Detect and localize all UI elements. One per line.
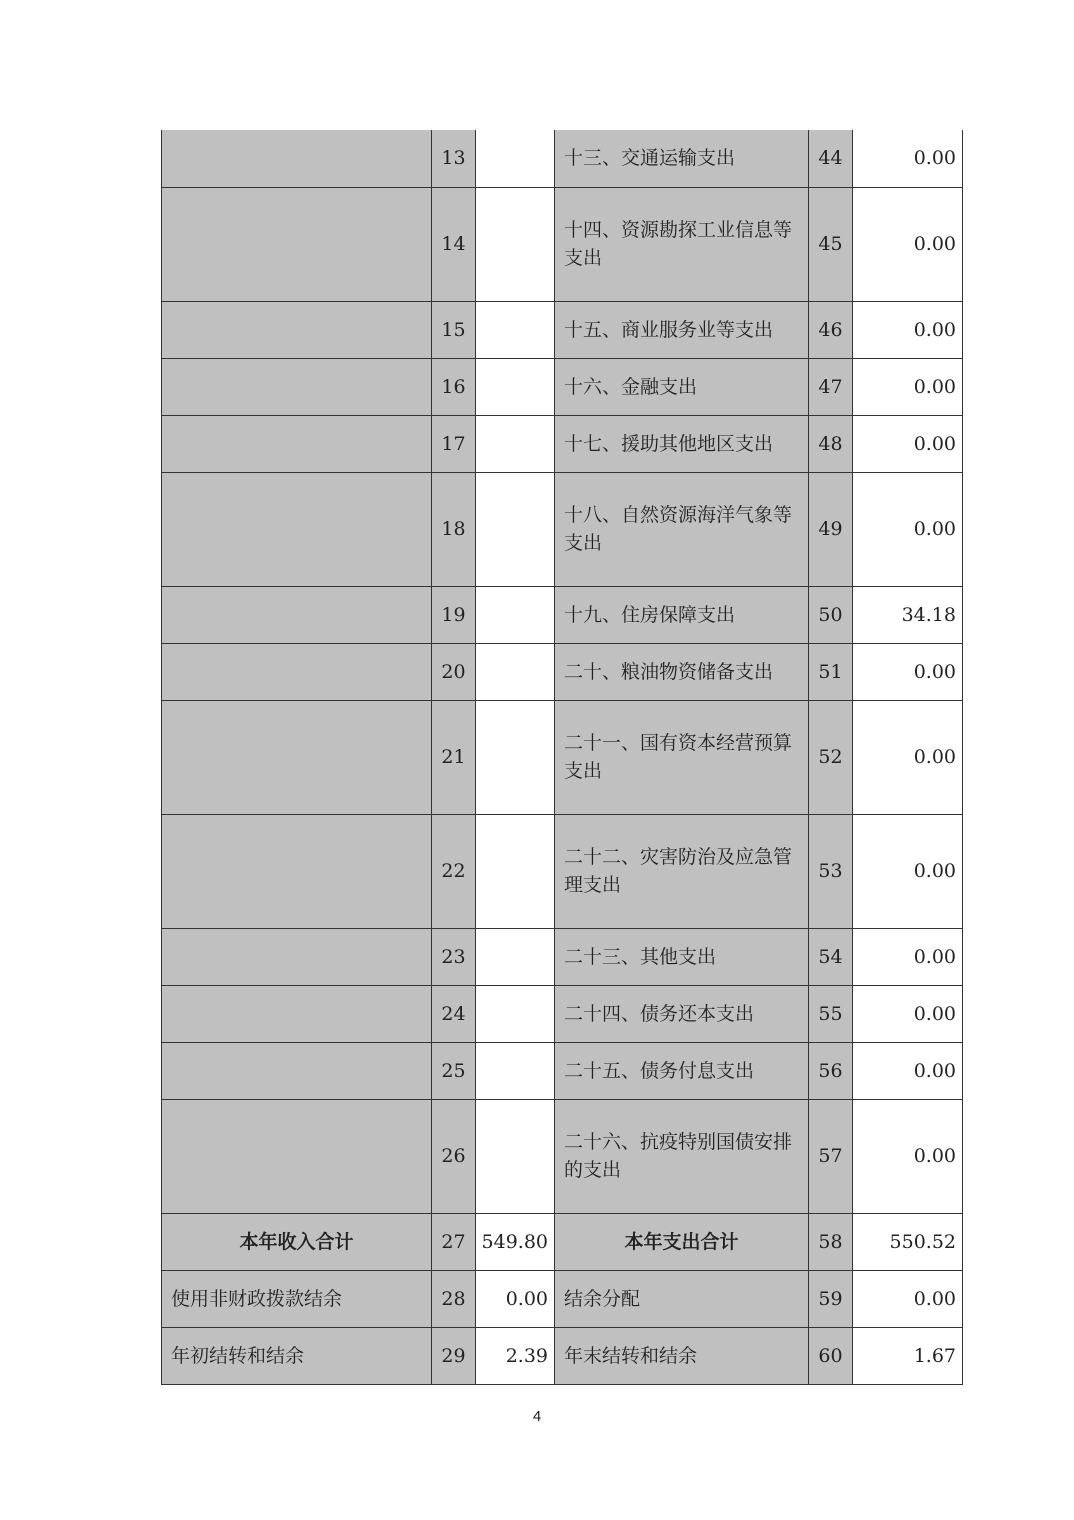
expense-amount-cell: 0.00 [853,301,963,358]
expense-row-number: 51 [809,643,853,700]
table-row [162,586,963,643]
expense-amount-cell: 34.18 [853,586,963,643]
income-amount-cell [476,301,555,358]
table-row [162,415,963,472]
expense-amount-cell: 0.00 [853,130,963,187]
expense-row-number: 52 [809,700,853,814]
expense-amount-cell: 0.00 [853,1042,963,1099]
expense-item-cell: 二十一、国有资本经营预算支出 [555,700,809,814]
income-amount-cell: 2.39 [476,1327,555,1384]
expense-row-number: 56 [809,1042,853,1099]
expense-item-cell: 年末结转和结余 [555,1327,809,1384]
expense-row-number: 60 [809,1327,853,1384]
income-item-cell [162,1099,432,1213]
table-row [162,700,963,814]
income-item-cell [162,814,432,928]
table-row [162,814,963,928]
expense-amount-cell: 0.00 [853,928,963,985]
income-row-number: 28 [432,1270,476,1327]
income-row-number: 19 [432,586,476,643]
income-row-number: 29 [432,1327,476,1384]
income-amount-cell: 0.00 [476,1270,555,1327]
income-amount-cell [476,928,555,985]
expense-amount-cell: 0.00 [853,985,963,1042]
expense-row-number: 53 [809,814,853,928]
table-row [162,358,963,415]
expense-amount-cell: 1.67 [853,1327,963,1384]
expense-amount-cell: 0.00 [853,814,963,928]
income-amount-cell [476,814,555,928]
income-amount-cell: 549.80 [476,1213,555,1270]
expense-item-cell: 十五、商业服务业等支出 [555,301,809,358]
income-item-cell: 使用非财政拨款结余 [162,1270,432,1327]
budget-table [161,130,963,1385]
income-item-cell [162,928,432,985]
income-row-number: 13 [432,130,476,187]
income-row-number: 17 [432,415,476,472]
expense-amount-cell: 0.00 [853,358,963,415]
income-row-number: 26 [432,1099,476,1213]
table-row [162,985,963,1042]
income-amount-cell [476,415,555,472]
income-item-cell [162,700,432,814]
table-row [162,928,963,985]
expense-item-cell: 十七、援助其他地区支出 [555,415,809,472]
expense-item-cell: 十六、金融支出 [555,358,809,415]
expense-row-number: 54 [809,928,853,985]
income-item-cell [162,130,432,187]
expense-amount-cell: 0.00 [853,1099,963,1213]
income-item-cell [162,1042,432,1099]
expense-row-number: 59 [809,1270,853,1327]
expense-row-number: 55 [809,985,853,1042]
expense-row-number: 45 [809,187,853,301]
income-item-cell [162,985,432,1042]
expense-item-cell: 二十四、债务还本支出 [555,985,809,1042]
income-row-number: 27 [432,1213,476,1270]
table-row [162,643,963,700]
income-item-cell [162,586,432,643]
expense-amount-cell: 0.00 [853,187,963,301]
expense-item-cell: 本年支出合计 [555,1213,809,1270]
income-row-number: 21 [432,700,476,814]
expense-row-number: 48 [809,415,853,472]
income-row-number: 25 [432,1042,476,1099]
expense-amount-cell: 0.00 [853,415,963,472]
income-item-cell [162,643,432,700]
expense-item-cell: 十四、资源勘探工业信息等支出 [555,187,809,301]
income-amount-cell [476,586,555,643]
expense-item-cell: 十三、交通运输支出 [555,130,809,187]
expense-row-number: 50 [809,586,853,643]
page-number: 4 [532,1408,542,1425]
expense-item-cell: 二十二、灾害防治及应急管理支出 [555,814,809,928]
income-amount-cell [476,187,555,301]
expense-item-cell: 二十五、债务付息支出 [555,1042,809,1099]
income-amount-cell [476,472,555,586]
expense-amount-cell: 0.00 [853,1270,963,1327]
income-item-cell [162,187,432,301]
income-item-cell [162,358,432,415]
expense-item-cell: 二十六、抗疫特别国债安排的支出 [555,1099,809,1213]
table-row [162,1042,963,1099]
income-item-cell: 本年收入合计 [162,1213,432,1270]
income-row-number: 20 [432,643,476,700]
income-amount-cell [476,985,555,1042]
table-row [162,1270,963,1327]
income-amount-cell [476,1099,555,1213]
expense-item-cell: 十九、住房保障支出 [555,586,809,643]
income-amount-cell [476,700,555,814]
income-amount-cell [476,130,555,187]
expense-amount-cell: 550.52 [853,1213,963,1270]
income-row-number: 24 [432,985,476,1042]
income-amount-cell [476,643,555,700]
income-item-cell [162,472,432,586]
income-row-number: 14 [432,187,476,301]
expense-row-number: 46 [809,301,853,358]
income-item-cell [162,301,432,358]
table-row [162,130,963,187]
income-row-number: 18 [432,472,476,586]
table-row [162,472,963,586]
table-row [162,1213,963,1270]
income-row-number: 15 [432,301,476,358]
income-item-cell [162,415,432,472]
expense-amount-cell: 0.00 [853,700,963,814]
expense-item-cell: 二十、粮油物资储备支出 [555,643,809,700]
income-amount-cell [476,358,555,415]
income-item-cell: 年初结转和结余 [162,1327,432,1384]
table-row [162,1327,963,1384]
expense-item-cell: 二十三、其他支出 [555,928,809,985]
income-row-number: 16 [432,358,476,415]
table-row [162,1099,963,1213]
expense-row-number: 58 [809,1213,853,1270]
expense-row-number: 49 [809,472,853,586]
income-amount-cell [476,1042,555,1099]
table-row [162,187,963,301]
expense-amount-cell: 0.00 [853,643,963,700]
income-row-number: 22 [432,814,476,928]
expense-row-number: 47 [809,358,853,415]
expense-row-number: 44 [809,130,853,187]
expense-item-cell: 结余分配 [555,1270,809,1327]
table-row [162,301,963,358]
expense-item-cell: 十八、自然资源海洋气象等支出 [555,472,809,586]
income-row-number: 23 [432,928,476,985]
expense-amount-cell: 0.00 [853,472,963,586]
expense-row-number: 57 [809,1099,853,1213]
